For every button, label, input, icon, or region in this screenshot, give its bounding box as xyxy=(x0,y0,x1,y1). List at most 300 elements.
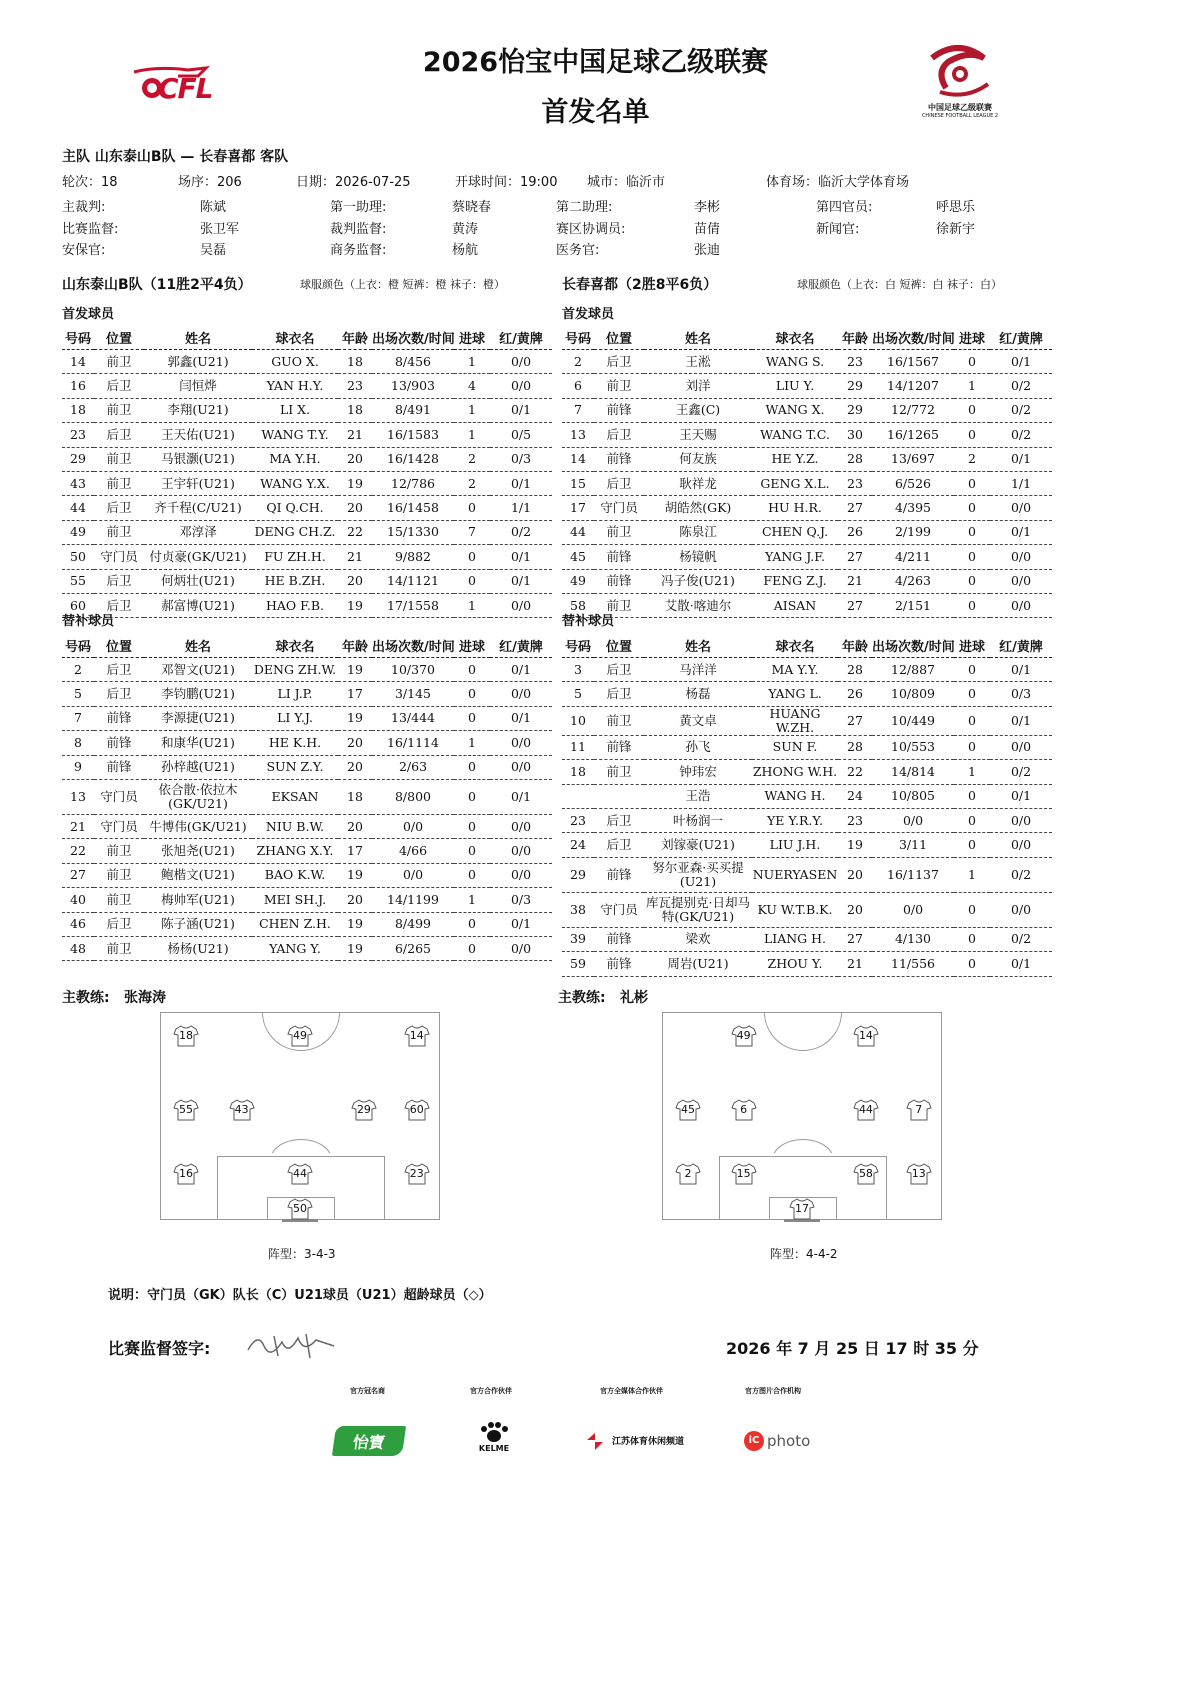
away-coach: 礼彬 xyxy=(620,990,648,1006)
table-cell: 闫恒烨 xyxy=(144,374,252,398)
table-cell: 16/1583 xyxy=(372,423,454,447)
table-cell: 13/444 xyxy=(372,706,454,730)
home-team-name: 山东泰山B队（11胜2平4负） xyxy=(62,277,252,293)
table-row xyxy=(62,863,552,887)
table-cell: GENG X.L. xyxy=(752,471,838,495)
jiangsu-sports-logo xyxy=(584,1430,694,1452)
player-jersey-icon xyxy=(173,1025,199,1047)
player-jersey-icon xyxy=(906,1099,932,1121)
table-cell: 0 xyxy=(454,936,490,960)
table-cell: 28 xyxy=(838,658,872,682)
table-cell: 1 xyxy=(454,888,490,912)
table-cell: 前卫 xyxy=(94,888,144,912)
table-cell: 前锋 xyxy=(594,927,644,951)
table-cell: 前卫 xyxy=(94,471,144,495)
table-cell: 0/1 xyxy=(490,706,552,730)
table-cell: MA Y.Y. xyxy=(752,658,838,682)
player-jersey-icon xyxy=(229,1099,255,1121)
table-cell: 13 xyxy=(562,423,594,447)
table-cell: WANG T.C. xyxy=(752,423,838,447)
table-cell: HAO F.B. xyxy=(252,593,338,617)
table-cell: 26 xyxy=(838,682,872,706)
column-header: 姓名 xyxy=(644,633,752,658)
table-cell xyxy=(562,784,594,808)
table-row xyxy=(562,520,1052,544)
column-header: 位置 xyxy=(94,633,144,658)
cl2-logo-cn: 中国足球乙级联赛 xyxy=(928,103,992,112)
table-cell: CHEN Z.H. xyxy=(252,912,338,936)
table-cell: 刘洋 xyxy=(644,374,752,398)
table-cell: 29 xyxy=(62,447,94,471)
table-cell: 22 xyxy=(838,760,872,784)
table-cell: 0/5 xyxy=(490,423,552,447)
column-header: 球衣名 xyxy=(752,633,838,658)
table-cell: 19 xyxy=(838,833,872,857)
table-cell: 前卫 xyxy=(94,520,144,544)
table-cell: 依合散·依拉木(GK/U21) xyxy=(144,779,252,814)
player-number: 6 xyxy=(740,1102,748,1116)
official-name: 呼思乐 xyxy=(936,200,976,215)
table-cell: HU H.R. xyxy=(752,496,838,520)
table-cell: 38 xyxy=(562,892,594,927)
table-cell: 前锋 xyxy=(94,755,144,779)
table-cell: 杨磊 xyxy=(644,682,752,706)
player-number: 60 xyxy=(409,1102,424,1116)
table-cell: 何炳壮(U21) xyxy=(144,569,252,593)
official-label: 医务官: xyxy=(556,243,600,258)
match-no: 场序：206 xyxy=(178,175,242,190)
table-cell: 0/2 xyxy=(990,423,1052,447)
table-cell: 2/63 xyxy=(372,755,454,779)
table-cell: 0 xyxy=(954,952,990,976)
player-number: 17 xyxy=(795,1201,809,1215)
table-cell: 后卫 xyxy=(94,912,144,936)
table-cell: 守门员 xyxy=(94,814,144,838)
table-cell: 23 xyxy=(338,374,372,398)
table-cell: 30 xyxy=(838,423,872,447)
table-cell: 前卫 xyxy=(94,839,144,863)
table-cell: 13 xyxy=(62,779,94,814)
table-row xyxy=(562,952,1052,976)
table-row xyxy=(562,808,1052,832)
table-cell: 16/1458 xyxy=(372,496,454,520)
table-cell: 0/0 xyxy=(490,755,552,779)
table-header-row xyxy=(562,633,1052,658)
column-header: 红/黄牌 xyxy=(490,633,552,658)
table-cell: 49 xyxy=(62,520,94,544)
table-cell: 0/0 xyxy=(490,936,552,960)
table-cell: 5 xyxy=(562,682,594,706)
table-cell: 4 xyxy=(454,374,490,398)
table-row xyxy=(62,814,552,838)
official-label: 第二助理: xyxy=(556,200,613,215)
table-cell: 20 xyxy=(338,447,372,471)
table-cell: 0 xyxy=(454,863,490,887)
table-cell: 20 xyxy=(338,755,372,779)
table-row xyxy=(62,496,552,520)
round: 轮次：18 xyxy=(62,175,118,190)
table-cell: 12/786 xyxy=(372,471,454,495)
table-cell: FU ZH.H. xyxy=(252,545,338,569)
table-cell: 0/1 xyxy=(990,350,1052,374)
table-cell: 6 xyxy=(562,374,594,398)
table-cell: HE K.H. xyxy=(252,731,338,755)
player-number: 45 xyxy=(681,1102,696,1116)
column-header: 进球 xyxy=(454,633,490,658)
table-cell: 冯子俊(U21) xyxy=(644,569,752,593)
table-row xyxy=(62,731,552,755)
official-label: 第四官员: xyxy=(816,200,873,215)
table-cell: 库瓦提别克·日却马特(GK/U21) xyxy=(644,892,752,927)
home-formation-pitch xyxy=(160,1012,440,1220)
player-jersey-icon xyxy=(404,1099,430,1121)
table-cell: 王宇轩(U21) xyxy=(144,471,252,495)
table-cell: 0/2 xyxy=(490,520,552,544)
table-cell: 10/809 xyxy=(872,682,954,706)
home-formation: 阵型：3-4-3 xyxy=(268,1247,336,1261)
table-cell: 1/1 xyxy=(990,471,1052,495)
table-row xyxy=(562,593,1052,617)
table-cell: 0 xyxy=(454,814,490,838)
table-cell: 48 xyxy=(62,936,94,960)
table-cell: YAN H.Y. xyxy=(252,374,338,398)
table-row xyxy=(62,398,552,422)
table-cell: 49 xyxy=(562,569,594,593)
column-header: 姓名 xyxy=(644,325,752,350)
table-cell: 胡皓然(GK) xyxy=(644,496,752,520)
table-cell: 27 xyxy=(838,593,872,617)
table-cell: 0/1 xyxy=(990,520,1052,544)
table-cell: 15 xyxy=(562,471,594,495)
table-cell: 后卫 xyxy=(94,423,144,447)
player-number: 14 xyxy=(858,1028,873,1042)
table-cell: 前锋 xyxy=(594,735,644,759)
table-cell: 0 xyxy=(454,682,490,706)
table-cell: 付贞豪(GK/U21) xyxy=(144,545,252,569)
table-cell: 前卫 xyxy=(594,760,644,784)
player-number: 15 xyxy=(736,1166,751,1180)
table-cell: 19 xyxy=(338,658,372,682)
official-label: 安保官: xyxy=(62,243,106,258)
table-cell: 郝富博(U21) xyxy=(144,593,252,617)
table-cell: WANG X. xyxy=(752,398,838,422)
table-cell: 牛博伟(GK/U21) xyxy=(144,814,252,838)
match-date: 日期：2026-07-25 xyxy=(296,175,411,190)
column-header: 球衣名 xyxy=(752,325,838,350)
table-cell: 0/1 xyxy=(490,658,552,682)
official-name: 杨航 xyxy=(452,243,479,258)
table-cell: 叶杨润一 xyxy=(644,808,752,832)
table-cell: LIU Y. xyxy=(752,374,838,398)
table-cell: EKSAN xyxy=(252,779,338,814)
player-jersey-icon xyxy=(287,1163,313,1185)
official-label: 新闻官: xyxy=(816,222,860,237)
table-cell: 3 xyxy=(562,658,594,682)
table-cell: 0/0 xyxy=(990,545,1052,569)
column-header: 年龄 xyxy=(838,633,872,658)
table-cell: 23 xyxy=(838,471,872,495)
table-cell: 27 xyxy=(838,545,872,569)
table-cell: 10/805 xyxy=(872,784,954,808)
column-header: 号码 xyxy=(562,325,594,350)
table-row xyxy=(62,912,552,936)
table-row xyxy=(562,857,1052,892)
player-jersey-icon xyxy=(853,1025,879,1047)
table-cell: 前卫 xyxy=(594,374,644,398)
table-cell: 1 xyxy=(454,423,490,447)
table-row xyxy=(62,569,552,593)
page-title: 2026怡宝中国足球乙级联赛 xyxy=(422,47,769,78)
table-cell: 0/2 xyxy=(990,760,1052,784)
table-cell: 孙梓越(U21) xyxy=(144,755,252,779)
table-cell: 0/0 xyxy=(490,593,552,617)
table-cell: 24 xyxy=(562,833,594,857)
table-cell: 21 xyxy=(338,545,372,569)
table-cell: 16/1114 xyxy=(372,731,454,755)
away-subs-table xyxy=(562,633,1052,977)
table-cell: 0/1 xyxy=(990,706,1052,735)
away-starters-table xyxy=(562,325,1052,618)
table-cell: 后卫 xyxy=(594,682,644,706)
table-header-row xyxy=(62,633,552,658)
home-starters-table xyxy=(62,325,552,618)
table-row xyxy=(62,350,552,374)
table-cell: 10/370 xyxy=(372,658,454,682)
stadium: 体育场：临沂大学体育场 xyxy=(766,175,910,190)
column-header: 年龄 xyxy=(338,633,372,658)
table-cell: 前卫 xyxy=(94,447,144,471)
table-row xyxy=(562,447,1052,471)
table-cell: 4/211 xyxy=(872,545,954,569)
table-cell: 刘镓豪(U21) xyxy=(644,833,752,857)
table-row xyxy=(562,658,1052,682)
table-cell: 0/0 xyxy=(990,808,1052,832)
column-header: 进球 xyxy=(954,325,990,350)
table-cell: LI Y.J. xyxy=(252,706,338,730)
table-cell: 张旭尧(U21) xyxy=(144,839,252,863)
cfl-logo-text: CFL xyxy=(158,72,213,105)
table-cell: YANG J.F. xyxy=(752,545,838,569)
official-name: 徐新宇 xyxy=(936,222,976,237)
table-cell: 耿祥龙 xyxy=(644,471,752,495)
table-row xyxy=(562,760,1052,784)
player-jersey-icon xyxy=(731,1163,757,1185)
table-cell: 马洋洋 xyxy=(644,658,752,682)
table-cell: 22 xyxy=(62,839,94,863)
table-cell: 陈子涵(U21) xyxy=(144,912,252,936)
away-coach-label: 主教练: xyxy=(558,990,606,1006)
table-cell: 6/526 xyxy=(872,471,954,495)
table-cell: 0/1 xyxy=(490,398,552,422)
page-subtitle: 首发名单 xyxy=(541,97,650,128)
table-cell: 21 xyxy=(838,952,872,976)
table-row xyxy=(562,784,1052,808)
table-cell: LIANG H. xyxy=(752,927,838,951)
table-row xyxy=(62,520,552,544)
column-header: 球衣名 xyxy=(252,633,338,658)
table-cell: 郭鑫(U21) xyxy=(144,350,252,374)
table-cell: 2 xyxy=(454,471,490,495)
table-cell: 2/199 xyxy=(872,520,954,544)
table-row xyxy=(562,398,1052,422)
table-cell: 4/263 xyxy=(872,569,954,593)
table-row xyxy=(562,423,1052,447)
table-cell: 12/887 xyxy=(872,658,954,682)
table-cell: 0 xyxy=(954,471,990,495)
official-label: 第一助理: xyxy=(330,200,387,215)
table-cell: 0 xyxy=(954,658,990,682)
player-number: 50 xyxy=(293,1201,307,1215)
table-cell: 16/1567 xyxy=(872,350,954,374)
player-jersey-icon xyxy=(731,1025,757,1047)
table-row xyxy=(62,545,552,569)
table-cell: 0 xyxy=(954,593,990,617)
table-cell: 22 xyxy=(338,520,372,544)
table-cell: 0/0 xyxy=(990,593,1052,617)
player-jersey-icon xyxy=(404,1163,430,1185)
table-cell: 后卫 xyxy=(94,374,144,398)
kelme-logo-text: KELME xyxy=(478,1444,510,1453)
table-cell: 17 xyxy=(338,682,372,706)
column-header: 出场次数/时间 xyxy=(372,325,454,350)
table-cell: 0 xyxy=(454,658,490,682)
table-cell: 后卫 xyxy=(594,833,644,857)
player-jersey-icon xyxy=(675,1099,701,1121)
table-cell: 0 xyxy=(954,496,990,520)
table-row xyxy=(562,496,1052,520)
table-cell: 王浩 xyxy=(644,784,752,808)
column-header: 姓名 xyxy=(144,325,252,350)
player-number: 29 xyxy=(356,1102,371,1116)
table-row xyxy=(562,545,1052,569)
official-name: 李彬 xyxy=(694,200,721,215)
table-cell: 11 xyxy=(562,735,594,759)
table-row xyxy=(62,374,552,398)
home-subs-label: 替补球员 xyxy=(62,614,115,629)
table-cell: 19 xyxy=(338,593,372,617)
table-cell: 16 xyxy=(62,374,94,398)
away-formation: 阵型：4-4-2 xyxy=(770,1247,838,1261)
table-cell: 27 xyxy=(838,927,872,951)
column-header: 年龄 xyxy=(338,325,372,350)
legend-note: 说明：守门员（GK）队长（C）U21球员（U21）超龄球员（◇） xyxy=(108,1288,492,1303)
table-cell: 4/395 xyxy=(872,496,954,520)
player-number: 18 xyxy=(179,1028,194,1042)
table-cell: 王天佑(U21) xyxy=(144,423,252,447)
table-cell: 8/800 xyxy=(372,779,454,814)
table-cell: 0/0 xyxy=(490,682,552,706)
table-cell: 梁欢 xyxy=(644,927,752,951)
table-cell: 后卫 xyxy=(94,569,144,593)
table-row xyxy=(62,839,552,863)
table-cell: 0 xyxy=(454,496,490,520)
table-cell: 前锋 xyxy=(94,706,144,730)
table-cell: 0/2 xyxy=(990,398,1052,422)
table-cell: 0/2 xyxy=(990,857,1052,892)
player-jersey-icon xyxy=(287,1198,313,1220)
table-cell: 29 xyxy=(562,857,594,892)
table-cell: 18 xyxy=(562,760,594,784)
table-cell: 前卫 xyxy=(594,593,644,617)
table-cell: 17/1558 xyxy=(372,593,454,617)
signature-label: 比赛监督签字: xyxy=(108,1339,211,1358)
column-header: 红/黄牌 xyxy=(990,633,1052,658)
table-cell: 王鑫(C) xyxy=(644,398,752,422)
table-cell: 后卫 xyxy=(594,658,644,682)
table-cell: 24 xyxy=(838,784,872,808)
column-header: 号码 xyxy=(62,633,94,658)
player-number: 13 xyxy=(911,1166,926,1180)
jiangsu-sports-text: 江苏体育休闲频道 xyxy=(612,1437,685,1447)
table-cell: 16/1265 xyxy=(872,423,954,447)
icphoto-logo xyxy=(744,1430,814,1454)
table-cell: 0 xyxy=(954,520,990,544)
center-circle xyxy=(764,973,842,1051)
player-number: 23 xyxy=(409,1166,424,1180)
table-cell: FENG Z.J. xyxy=(752,569,838,593)
table-cell: 0 xyxy=(954,892,990,927)
table-cell: 后卫 xyxy=(594,808,644,832)
player-jersey-icon xyxy=(853,1163,879,1185)
table-cell: 0/3 xyxy=(490,888,552,912)
table-cell: 0 xyxy=(954,423,990,447)
player-jersey-icon xyxy=(675,1163,701,1185)
table-cell: 和康华(U21) xyxy=(144,731,252,755)
table-cell: 17 xyxy=(338,839,372,863)
away-formation-pitch xyxy=(662,1012,942,1220)
table-cell: 守门员 xyxy=(94,779,144,814)
sponsor-label: 官方全媒体合作伙伴 xyxy=(600,1387,663,1395)
player-number: 7 xyxy=(915,1102,923,1116)
table-cell: 0 xyxy=(954,927,990,951)
table-cell: 0 xyxy=(954,682,990,706)
table-cell: 0/1 xyxy=(990,784,1052,808)
table-cell: 前锋 xyxy=(594,398,644,422)
player-jersey-icon xyxy=(789,1198,815,1220)
table-cell: 邓智文(U21) xyxy=(144,658,252,682)
official-name: 吴磊 xyxy=(200,243,227,258)
icphoto-icon: iC xyxy=(744,1431,764,1451)
table-row xyxy=(562,350,1052,374)
table-cell: 0 xyxy=(954,545,990,569)
table-cell: SUN Z.Y. xyxy=(252,755,338,779)
table-cell: DENG CH.Z. xyxy=(252,520,338,544)
table-cell: 钟玮宏 xyxy=(644,760,752,784)
table-cell: 21 xyxy=(338,423,372,447)
teams-line: 主队 山东泰山B队 — 长春喜都 客队 xyxy=(62,149,289,165)
table-header-row xyxy=(562,325,1052,350)
table-cell: 1/1 xyxy=(490,496,552,520)
table-cell: 后卫 xyxy=(594,350,644,374)
table-cell: 9/882 xyxy=(372,545,454,569)
column-header: 进球 xyxy=(954,633,990,658)
official-label: 主裁判: xyxy=(62,200,106,215)
home-coach: 张海涛 xyxy=(124,990,166,1006)
table-cell: 5 xyxy=(62,682,94,706)
yibao-logo xyxy=(332,1426,406,1456)
table-cell: 19 xyxy=(338,863,372,887)
table-cell: ZHONG W.H. xyxy=(752,760,838,784)
table-cell: NIU B.W. xyxy=(252,814,338,838)
table-row xyxy=(562,833,1052,857)
table-cell: DENG ZH.W. xyxy=(252,658,338,682)
table-cell: 23 xyxy=(62,423,94,447)
table-cell: 14/1121 xyxy=(372,569,454,593)
table-cell: 3/145 xyxy=(372,682,454,706)
table-cell: 2/151 xyxy=(872,593,954,617)
table-cell: 58 xyxy=(562,593,594,617)
table-cell: 19 xyxy=(338,706,372,730)
